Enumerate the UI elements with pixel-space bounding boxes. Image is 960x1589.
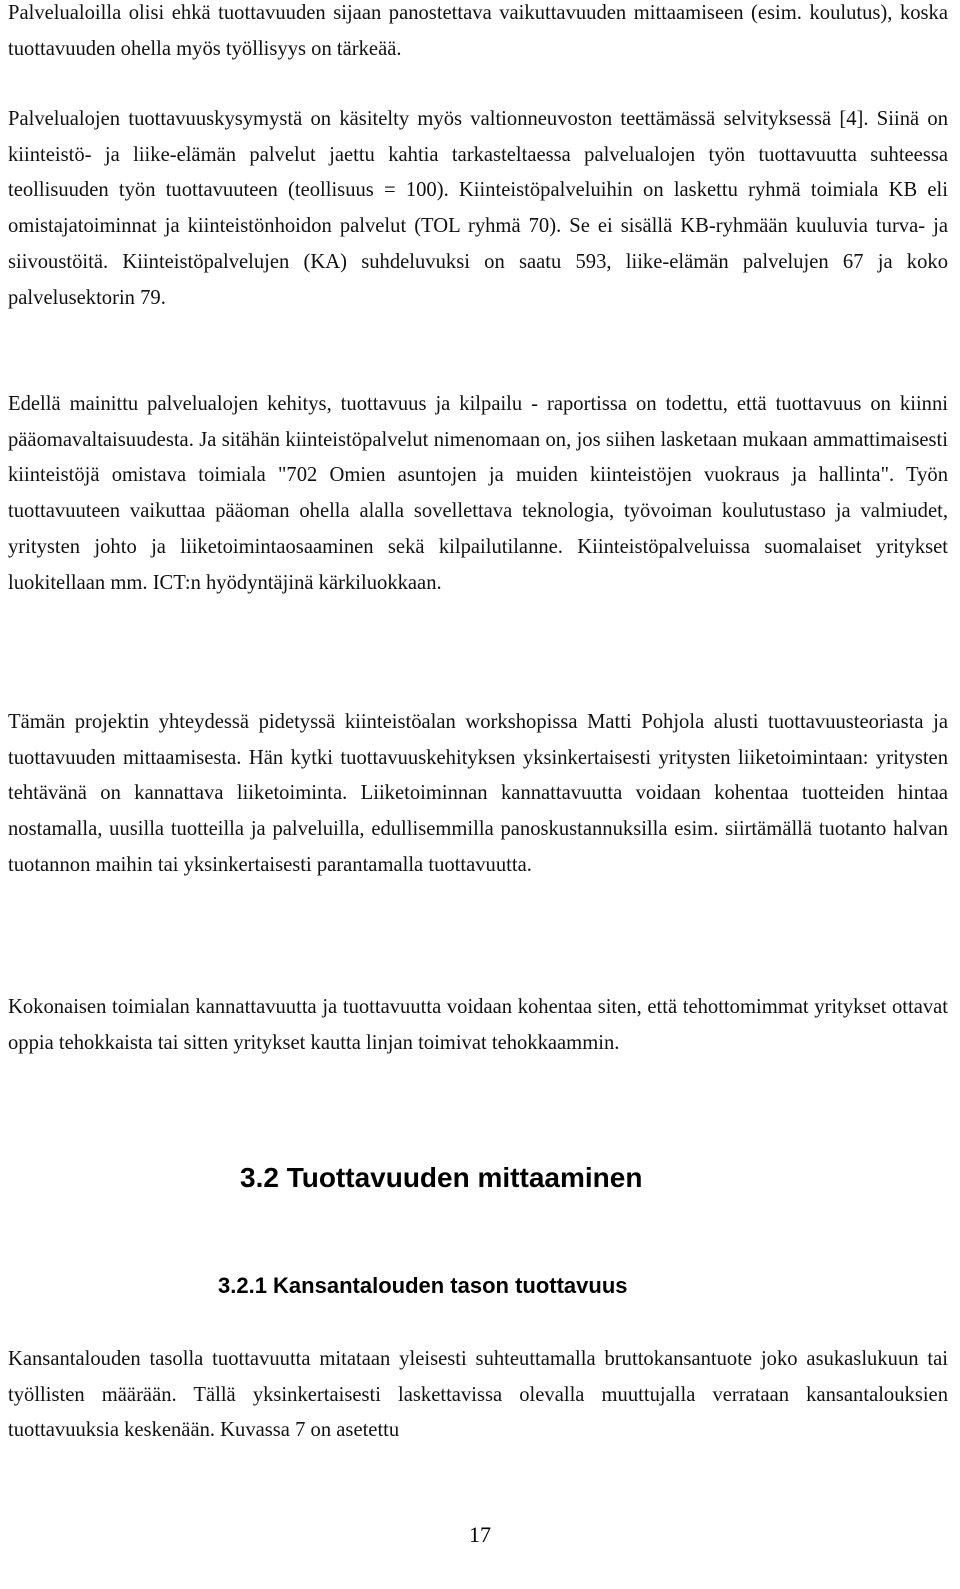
paragraph-4: Tämän projektin yhteydessä pidetyssä kiinteistöalan workshopissa Matti Pohjola alusti tuottavuusteoriasta ja tuottavuuden mittaamisesta. Hän kytki tuottavuuskehityksen yksinkertaisesti yritysten liiketoimintaan: yritysten tehtävänä on kannattava liiketoiminta. Liiketoiminnan kannattavuutta voidaan kohentaa tuotteiden hintaa nostamalla, uusilla tuotteilla ja palveluilla, edullisemmilla panoskustannuksilla esim. siirtämällä tuotanto halvan tuotannon maihin tai yksinkertaisesti parantamalla tuottavuutta. [8,711,948,876]
paragraph-3: Edellä mainittu palvelualojen kehitys, tuottavuus ja kilpailu - raportissa on todettu, että tuottavuus on kiinni pääomavaltaisuudesta. Ja sitähän kiinteistöpalvelut nimenomaan on, jos siihen lasketaan mukaan ammattimaisesti kiinteistöjä omistava toimiala "702 Omien asuntojen ja muiden kiinteistöjen vuokraus ja hallinta". Työn tuottavuuteen vaikuttaa pääoman ohella alalla sovellettava teknologia, työvoiman koulutustaso ja valmiudet, yritysten johto ja liiketoimintaosaaminen sekä kilpailutilanne. Kiinteistöpalveluissa suomalaiset yritykset luokitellaan mm. ICT:n hyödyntäjinä kärkiluokkaan. [8,393,948,594]
paragraph-6: Kansantalouden tasolla tuottavuutta mitataan yleisesti suhteuttamalla bruttokansantuote joko asukaslukuun tai työllisten määrään. Tällä yksinkertaisesti laskettavissa olevalla muuttujalla verrataan kansantalouksien tuottavuuksia keskenään. Kuvassa 7 on asetettu [8,1348,948,1442]
section-heading: 3.2 Tuottavuuden mittaaminen [240,1162,643,1193]
subsection-heading: 3.2.1 Kansantalouden tason tuottavuus [218,1273,628,1298]
paragraph-2: Palvelualojen tuottavuuskysymystä on käsitelty myös valtionneuvoston teettämässä selvityksessä [4]. Siinä on kiinteistö- ja liike-elämän palvelut jaettu kahtia tarkasteltaessa palvelualojen työn tuottavuutta suhteessa teollisuuden työn tuottavuuteen (teollisuus = 100). Kiinteistöpalveluihin on laskettu ryhmä toimiala KB eli omistajatoiminnat ja kiinteistönhoidon palvelut (TOL ryhmä 70). Se ei sisällä KB-ryhmään kuuluvia turva- ja siivoustöitä. Kiinteistöpalvelujen (KA) suhdeluvuksi on saatu 593, liike-elämän palvelujen 67 ja koko palvelusektorin 79. [8,108,948,309]
page-number: 17 [469,1522,491,1547]
paragraph-1: Palvelualoilla olisi ehkä tuottavuuden sijaan panostettava vaikuttavuuden mittaamiseen (esim. koulutus), koska tuottavuuden ohella myös työllisyys on tärkeää. [8,2,948,60]
paragraph-5: Kokonaisen toimialan kannattavuutta ja tuottavuutta voidaan kohentaa siten, että tehottomimmat yritykset ottavat oppia tehokkaista tai sitten yritykset kautta linjan toimivat tehokkaammin. [8,996,948,1054]
